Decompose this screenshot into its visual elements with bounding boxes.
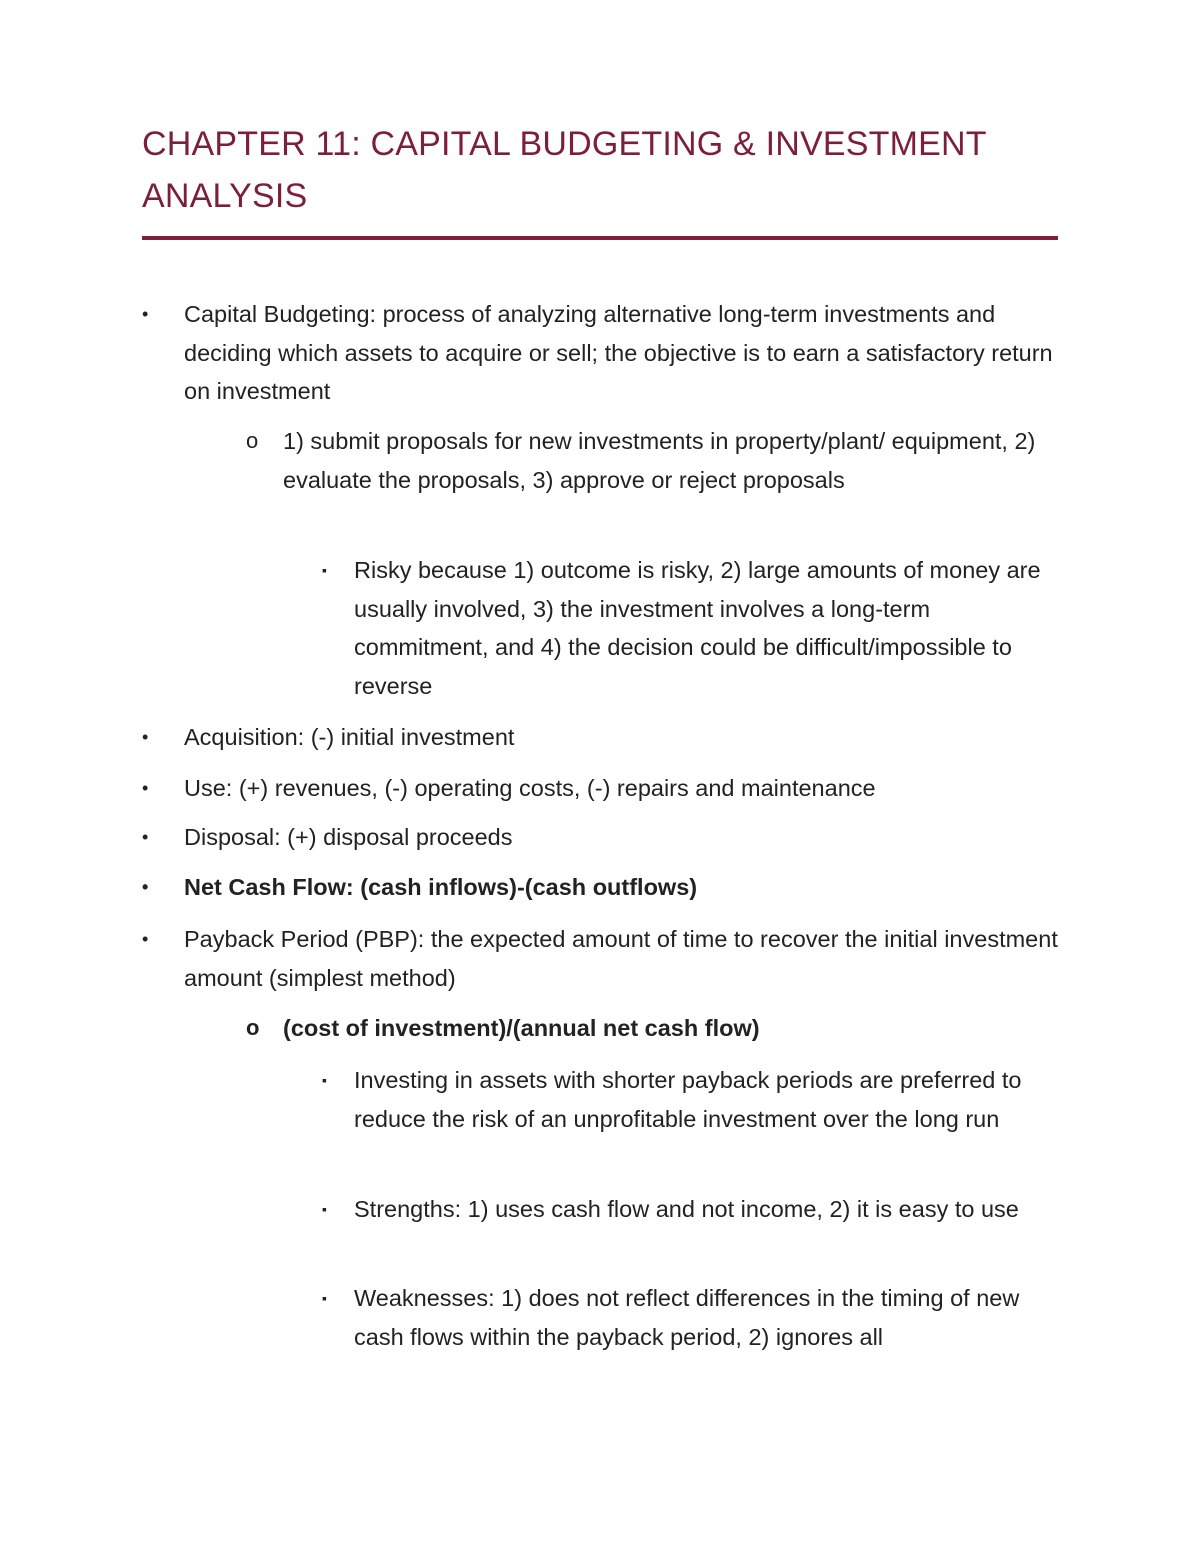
circle-bullet-icon: o: [246, 1015, 260, 1040]
subsublist-item-investing: [322, 1061, 1064, 1138]
chapter-title: [142, 118, 1058, 222]
bullet-icon: •: [142, 727, 149, 747]
list-item-capital-budgeting: [142, 295, 1064, 411]
list-item-text: Weaknesses: 1) does not reflect differences in the timing of new cash flows within the payback period, 2) ignores all: [354, 1285, 1020, 1350]
list-item-use: [142, 769, 1064, 808]
square-bullet-icon: ▪: [322, 562, 327, 578]
list-item-text: 1) submit proposals for new investments in property/plant/ equipment, 2) evaluate the proposals, 3) approve or reject proposals: [283, 428, 1036, 493]
bullet-icon: •: [142, 877, 149, 897]
list-item-acquisition: [142, 718, 1064, 757]
list-item-text: Investing in assets with shorter payback periods are preferred to reduce the risk of an unprofitable investment over the long run: [354, 1067, 1022, 1132]
list-item-text: Capital Budgeting: process of analyzing alternative long-term investments and deciding which assets to acquire or sell; the objective is to earn a satisfactory return on investment: [184, 301, 1053, 404]
bullet-icon: •: [142, 304, 149, 324]
list-item-text: Strengths: 1) uses cash flow and not income, 2) it is easy to use: [354, 1196, 1019, 1222]
sublist-item-proposal-steps: [246, 422, 1043, 499]
chapter-title-line-2: ANALYSIS: [142, 177, 308, 215]
chapter-title-line-1: CHAPTER 11: CAPITAL BUDGETING & INVESTMENT: [142, 125, 987, 163]
title-underline: [142, 236, 1058, 240]
bullet-icon: •: [142, 929, 149, 949]
square-bullet-icon: ▪: [322, 1072, 327, 1088]
list-item-net-cash-flow: [142, 868, 1064, 907]
list-item-text: Disposal: (+) disposal proceeds: [184, 824, 513, 850]
sublist-item-pbp-formula: [246, 1009, 1043, 1048]
list-item-disposal: [142, 818, 1064, 857]
subsublist-item-weaknesses: [322, 1279, 1064, 1356]
list-item-text: Risky because 1) outcome is risky, 2) large amounts of money are usually involved, 3) the investment involves a long-term commitment, and 4) the decision could be difficult/impossible to reverse: [354, 557, 1041, 699]
list-item-text: Use: (+) revenues, (-) operating costs, (-) repairs and maintenance: [184, 775, 876, 801]
list-item-text: Payback Period (PBP): the expected amount of time to recover the initial investment amount (simplest method): [184, 926, 1058, 991]
bullet-icon: •: [142, 827, 149, 847]
subsublist-item-risky: [322, 551, 1064, 705]
list-item-payback-period: [142, 920, 1064, 997]
bullet-icon: •: [142, 778, 149, 798]
list-item-text: Net Cash Flow: (cash inflows)-(cash outflows): [184, 874, 698, 900]
square-bullet-icon: ▪: [322, 1290, 327, 1306]
circle-bullet-icon: o: [246, 428, 259, 453]
subsublist-item-strengths: [322, 1190, 1064, 1229]
list-item-text: (cost of investment)/(annual net cash flow): [283, 1015, 760, 1041]
list-item-text: Acquisition: (-) initial investment: [184, 724, 515, 750]
square-bullet-icon: ▪: [322, 1201, 327, 1217]
